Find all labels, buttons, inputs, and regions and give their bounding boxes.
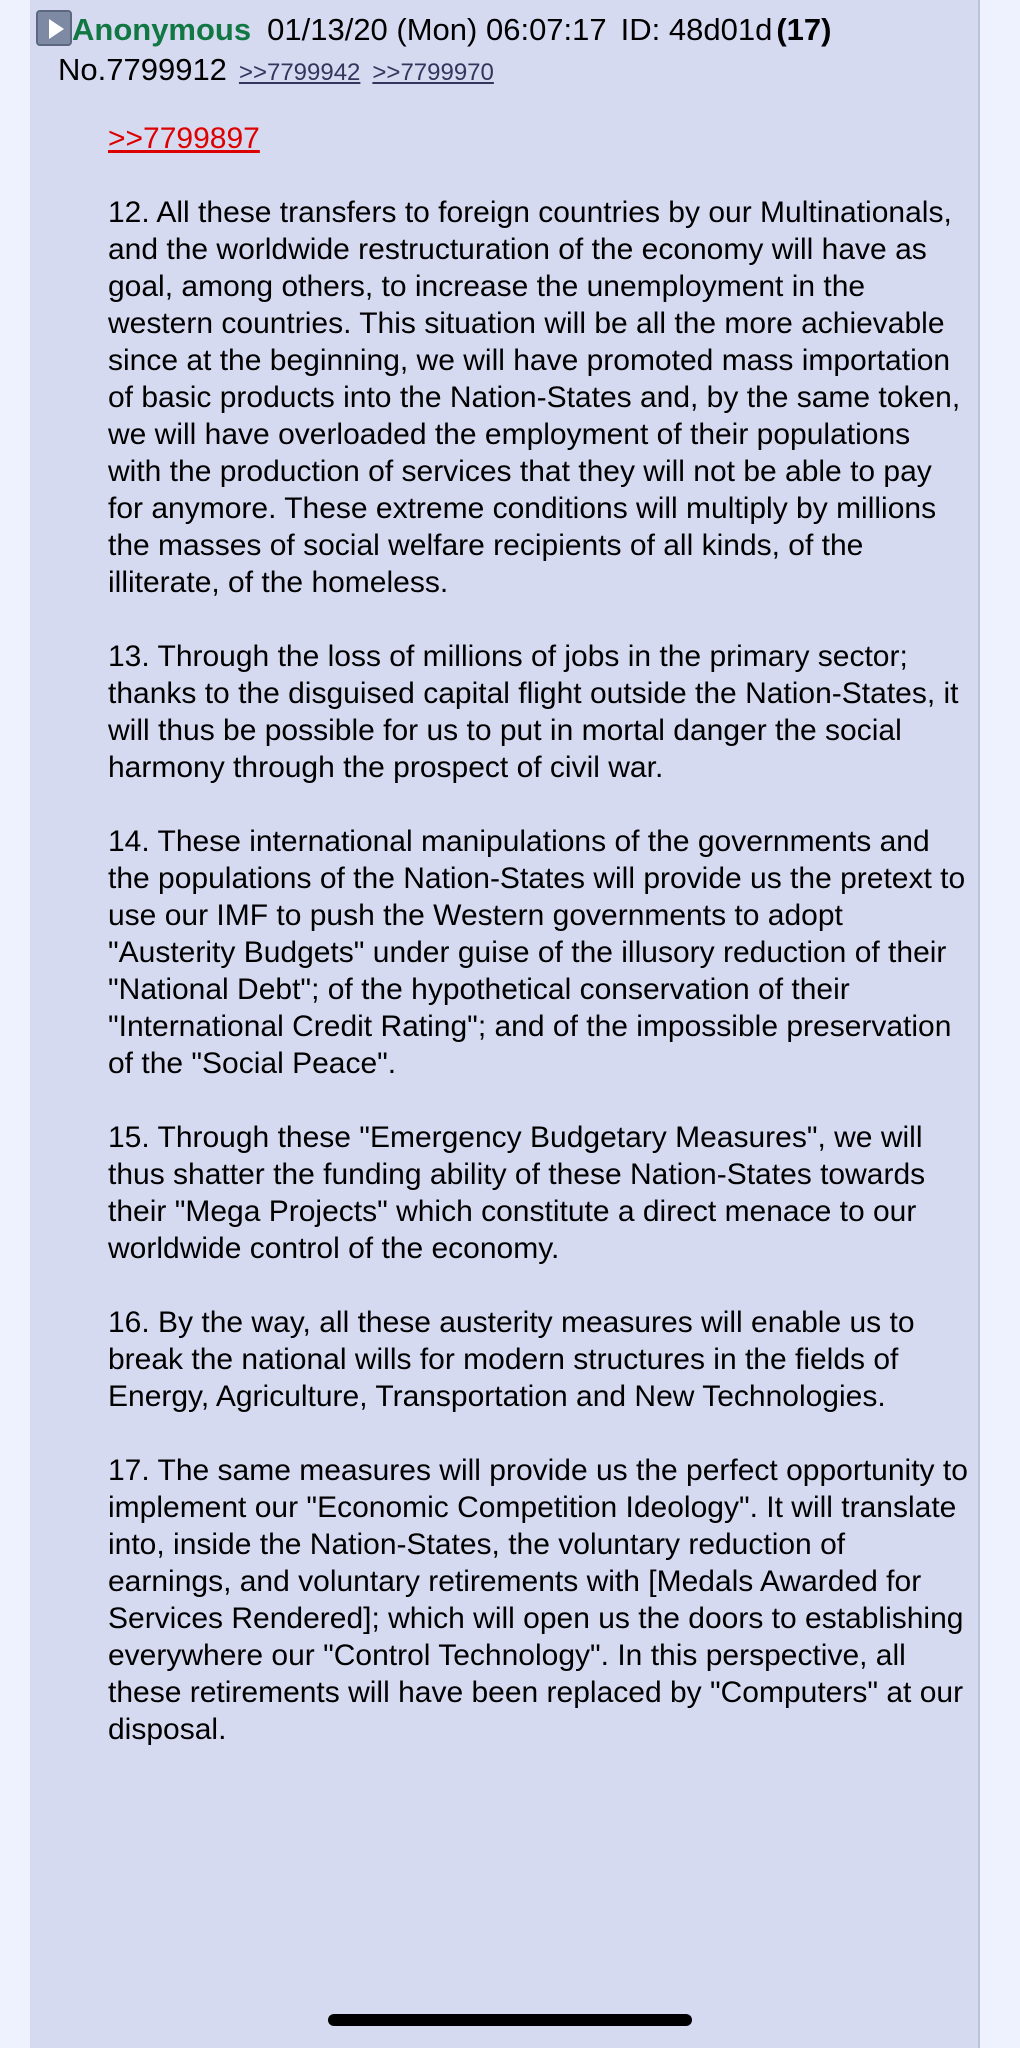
post-datetime: 01/13/20 (Mon) 06:07:17 xyxy=(267,12,607,47)
post-body xyxy=(108,120,970,1785)
paragraph-16: 16. By the way, all these austerity measures will enable us to break the national wills for modern structures in the fields of Energy, Agriculture, Transportation and New Technologies. xyxy=(108,1306,915,1413)
paragraph-12: 12. All these transfers to foreign countries by our Multinationals, and the worldwide restructuration of the economy will have as goal, among others, to increase the unemployment in the western countries. This situation will be all the more achievable since at the beginning, we will have promoted mass importation of basic products into the Nation-States and, by the same token, we will have overloaded the employment of their populations with the production of services that they will not be able to pay for anymore. These extreme conditions will multiply by millions the masses of social welfare recipients of all kinds, of the illiterate, of the homeless. xyxy=(108,196,961,599)
post-number[interactable]: No.7799912 xyxy=(58,52,227,87)
post-meta xyxy=(58,50,494,90)
post-header xyxy=(36,10,976,50)
home-indicator-bar[interactable] xyxy=(328,2014,692,2026)
poster-name: Anonymous xyxy=(72,12,252,47)
reply-post xyxy=(30,0,980,2048)
poster-post-count: (17) xyxy=(776,12,832,47)
paragraph-17: 17. The same measures will provide us the perfect opportunity to implement our "Economic Competition Ideology". It will translate into, inside the Nation-States, the voluntary reduction of earnings, and voluntary retirements with [Medals Awarded for Services Rendered]; which will open us the doors to establishing everywhere our "Control Technology". In this perspective, all these retirements will have been replaced by "Computers" at our disposal. xyxy=(108,1454,968,1746)
poster-id[interactable]: ID: 48d01d xyxy=(620,12,773,47)
backlink-1[interactable]: >>7799942 xyxy=(238,59,361,86)
quote-link[interactable]: >>7799897 xyxy=(108,122,260,155)
expand-image-icon[interactable] xyxy=(36,10,72,46)
paragraph-13: 13. Through the loss of millions of jobs in the primary sector; thanks to the disguised capital flight outside the Nation-States, it will thus be possible for us to put in mortal danger the social harmony through the prospect of civil war. xyxy=(108,640,959,784)
backlink-2[interactable]: >>7799970 xyxy=(372,59,494,86)
paragraph-15: 15. Through these "Emergency Budgetary Measures", we will thus shatter the funding ability of these Nation-States towards their "Mega Projects" which constitute a direct menace to our worldwide control of the economy. xyxy=(108,1121,926,1265)
paragraph-14: 14. These international manipulations of the governments and the populations of the Nation-States will provide us the pretext to use our IMF to push the Western governments to adopt "Austerity Budgets" under guise of the illusory reduction of their "National Debt"; of the hypothetical conservation of their "International Credit Rating"; and of the impossible preservation of the "Social Peace". xyxy=(108,825,966,1080)
